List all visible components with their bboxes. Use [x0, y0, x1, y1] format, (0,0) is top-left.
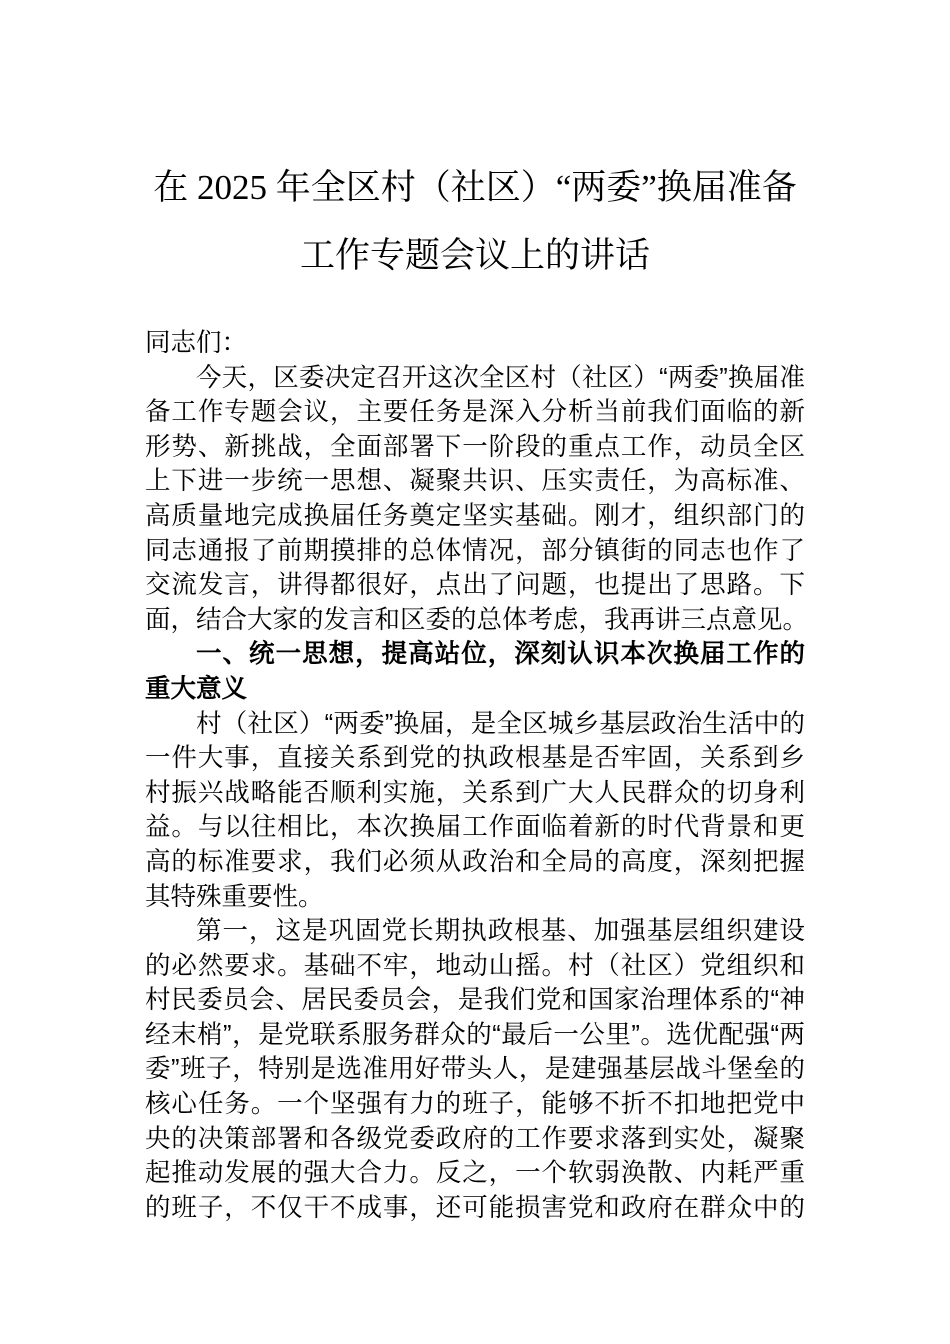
paragraph-line: 备工作专题会议，主要任务是深入分析当前我们面临的新: [145, 398, 805, 427]
paragraph-line: 面，结合大家的发言和区委的总体考虑，我再讲三点意见。: [145, 605, 809, 634]
paragraph-line: 高的标准要求，我们必须从政治和全局的高度，深刻把握: [145, 847, 805, 876]
paragraph-line: 的必然要求。基础不牢，地动山摇。村（社区）党组织和: [145, 951, 805, 980]
paragraph-line: 核心任务。一个坚强有力的班子，能够不折不扣地把党中: [145, 1090, 805, 1119]
paragraph-line: 同志通报了前期摸排的总体情况，部分镇街的同志也作了: [145, 536, 805, 565]
salutation: 同志们：: [145, 329, 248, 357]
paragraph-line: 益。与以往相比，本次换届工作面临着新的时代背景和更: [145, 813, 805, 842]
paragraph-line: 的班子，不仅干不成事，还可能损害党和政府在群众中的: [145, 1193, 805, 1222]
paragraph-line: 第一，这是巩固党长期执政根基、加强基层组织建设: [196, 917, 805, 946]
section-heading-line: 重大意义: [145, 674, 248, 703]
paragraph-line: 上下进一步统一思想、凝聚共识、压实责任，为高标准、: [145, 467, 805, 496]
paragraph-line: 今天，区委决定召开这次全区村（社区）“两委”换届准: [196, 363, 805, 392]
paragraph-line: 交流发言，讲得都很好，点出了问题，也提出了思路。下: [145, 571, 805, 600]
paragraph-line: 一件大事，直接关系到党的执政根基是否牢固，关系到乡: [145, 744, 805, 773]
paragraph-line: 村振兴战略能否顺利实施，关系到广大人民群众的切身利: [145, 778, 805, 807]
paragraph-line: 高质量地完成换届任务奠定坚实基础。刚才，组织部门的: [145, 501, 805, 530]
section-heading-line: 一、统一思想，提高站位，深刻认识本次换届工作的: [196, 640, 805, 669]
document-body: [145, 326, 809, 1225]
paragraph-line: 起推动发展的强大合力。反之，一个软弱涣散、内耗严重: [145, 1159, 805, 1188]
paragraph-line: 央的决策部署和各级党委政府的工作要求落到实处，凝聚: [145, 1124, 805, 1153]
paragraph-line: 其特殊重要性。: [145, 882, 324, 911]
paragraph-line: 村民委员会、居民委员会，是我们党和国家治理体系的“神: [145, 986, 805, 1015]
paragraph-line: 经末梢”，是党联系服务群众的“最后一公里”。选优配强“两: [145, 1020, 805, 1049]
paragraph-line: 村（社区）“两委”换届，是全区城乡基层政治生活中的: [196, 709, 805, 738]
paragraph-line: 委”班子，特别是选准用好带头人，是建强基层战斗堡垒的: [145, 1055, 805, 1084]
document-title-line-2: 工作专题会议上的讲话: [299, 236, 650, 275]
document-title-line-1: 在 2025 年全区村（社区）“两委”换届准备: [153, 168, 797, 207]
paragraph-line: 形势、新挑战，全面部署下一阶段的重点工作，动员全区: [145, 432, 805, 461]
